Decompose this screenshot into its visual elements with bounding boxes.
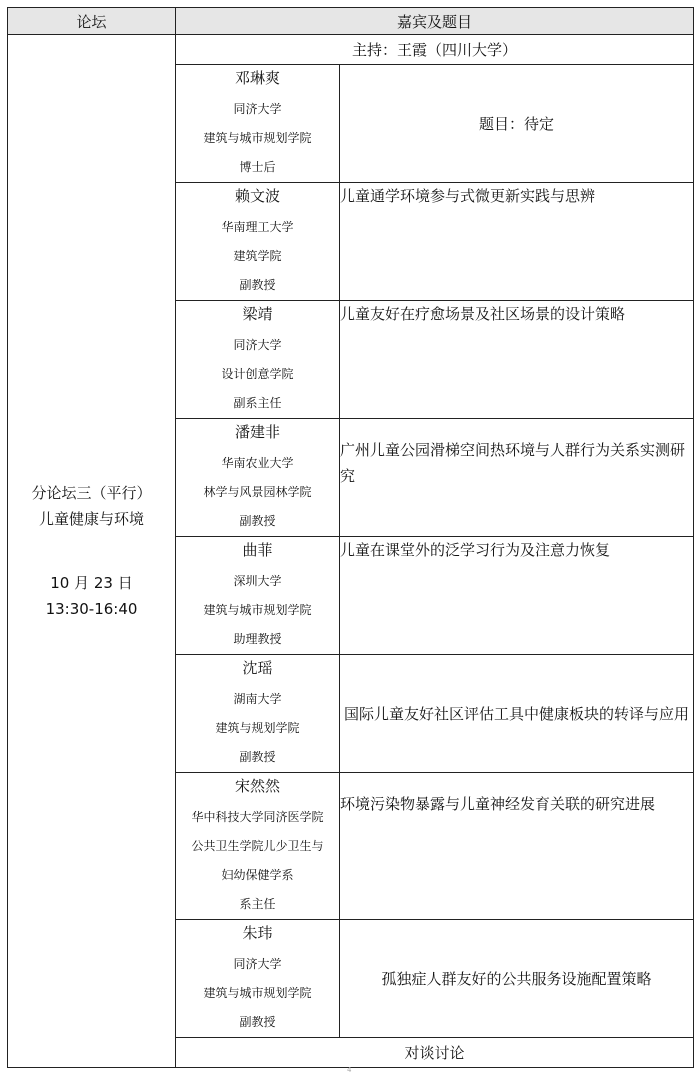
talk-topic: 孤独症人群友好的公共服务设施配置策略 xyxy=(340,920,694,1038)
speaker-department: 林学与风景园林学院 xyxy=(203,485,312,499)
forum-info-cell xyxy=(8,35,176,1068)
forum-date: 10 月 23 日 xyxy=(50,574,133,592)
speaker-cell xyxy=(176,655,340,773)
speaker-name: 曲菲 xyxy=(242,541,273,559)
host-row xyxy=(8,35,694,65)
speaker-name: 朱玮 xyxy=(242,924,273,942)
closing-discussion: 对谈讨论 xyxy=(176,1038,694,1068)
speaker-title: 副教授 xyxy=(239,278,276,292)
speaker-department: 建筑与城市规划学院 xyxy=(203,603,312,617)
speaker-affiliation: 华南理工大学 xyxy=(221,220,294,234)
speaker-department-line2: 妇幼保健学系 xyxy=(221,868,294,882)
talk-topic: 儿童友好在疗愈场景及社区场景的设计策略 xyxy=(340,301,694,419)
speaker-cell xyxy=(176,920,340,1038)
speaker-department: 公共卫生学院儿少卫生与 xyxy=(191,839,324,853)
speaker-affiliation: 同济大学 xyxy=(233,957,282,971)
speaker-affiliation: 湖南大学 xyxy=(233,692,282,706)
speaker-name: 邓琳爽 xyxy=(234,69,280,87)
speaker-department: 建筑与城市规划学院 xyxy=(203,131,312,145)
speaker-title: 副系主任 xyxy=(233,396,282,410)
speaker-cell xyxy=(176,65,340,183)
talk-topic: 儿童在课堂外的泛学习行为及注意力恢复 xyxy=(340,537,694,655)
speaker-title: 副教授 xyxy=(239,750,276,764)
talk-topic: 广州儿童公园滑梯空间热环境与人群行为关系实测研究 xyxy=(340,419,694,537)
talk-topic: 国际儿童友好社区评估工具中健康板块的转译与应用 xyxy=(340,655,694,773)
speaker-title: 副教授 xyxy=(239,514,276,528)
speaker-title: 助理教授 xyxy=(233,632,282,646)
speaker-affiliation: 华南农业大学 xyxy=(221,456,294,470)
speaker-department: 建筑学院 xyxy=(233,249,282,263)
forum-schedule-table xyxy=(7,7,694,1068)
speaker-department: 设计创意学院 xyxy=(221,367,294,381)
speaker-department: 建筑与城市规划学院 xyxy=(203,986,312,1000)
speaker-cell xyxy=(176,183,340,301)
header-row xyxy=(8,8,694,35)
speaker-name: 赖文波 xyxy=(234,187,280,205)
speaker-cell xyxy=(176,773,340,920)
speaker-cell xyxy=(176,537,340,655)
header-forum: 论坛 xyxy=(8,8,176,35)
talk-topic: 环境污染物暴露与儿童神经发育关联的研究进展 xyxy=(340,773,694,920)
talk-topic: 题目：待定 xyxy=(340,65,694,183)
forum-time: 13:30-16:40 xyxy=(45,600,138,618)
page-number: 4 xyxy=(347,1066,352,1074)
speaker-title: 系主任 xyxy=(239,897,276,911)
speaker-name: 沈瑶 xyxy=(242,659,273,677)
speaker-affiliation: 同济大学 xyxy=(233,338,282,352)
speaker-name: 潘建非 xyxy=(234,423,280,441)
header-guests: 嘉宾及题目 xyxy=(176,8,694,35)
speaker-affiliation: 深圳大学 xyxy=(233,574,282,588)
speaker-affiliation: 华中科技大学同济医学院 xyxy=(191,810,324,824)
forum-title-line2: 儿童健康与环境 xyxy=(38,510,144,528)
forum-title-line1: 分论坛三（平行） xyxy=(31,484,152,502)
talk-topic: 儿童通学环境参与式微更新实践与思辨 xyxy=(340,183,694,301)
speaker-department: 建筑与规划学院 xyxy=(215,721,300,735)
host-cell: 主持：王霞（四川大学） xyxy=(176,35,694,65)
speaker-name: 梁靖 xyxy=(242,305,273,323)
speaker-cell xyxy=(176,419,340,537)
speaker-title: 博士后 xyxy=(239,160,276,174)
speaker-name: 宋然然 xyxy=(234,777,280,795)
speaker-title: 副教授 xyxy=(239,1015,276,1029)
speaker-affiliation: 同济大学 xyxy=(233,102,282,116)
speaker-cell xyxy=(176,301,340,419)
